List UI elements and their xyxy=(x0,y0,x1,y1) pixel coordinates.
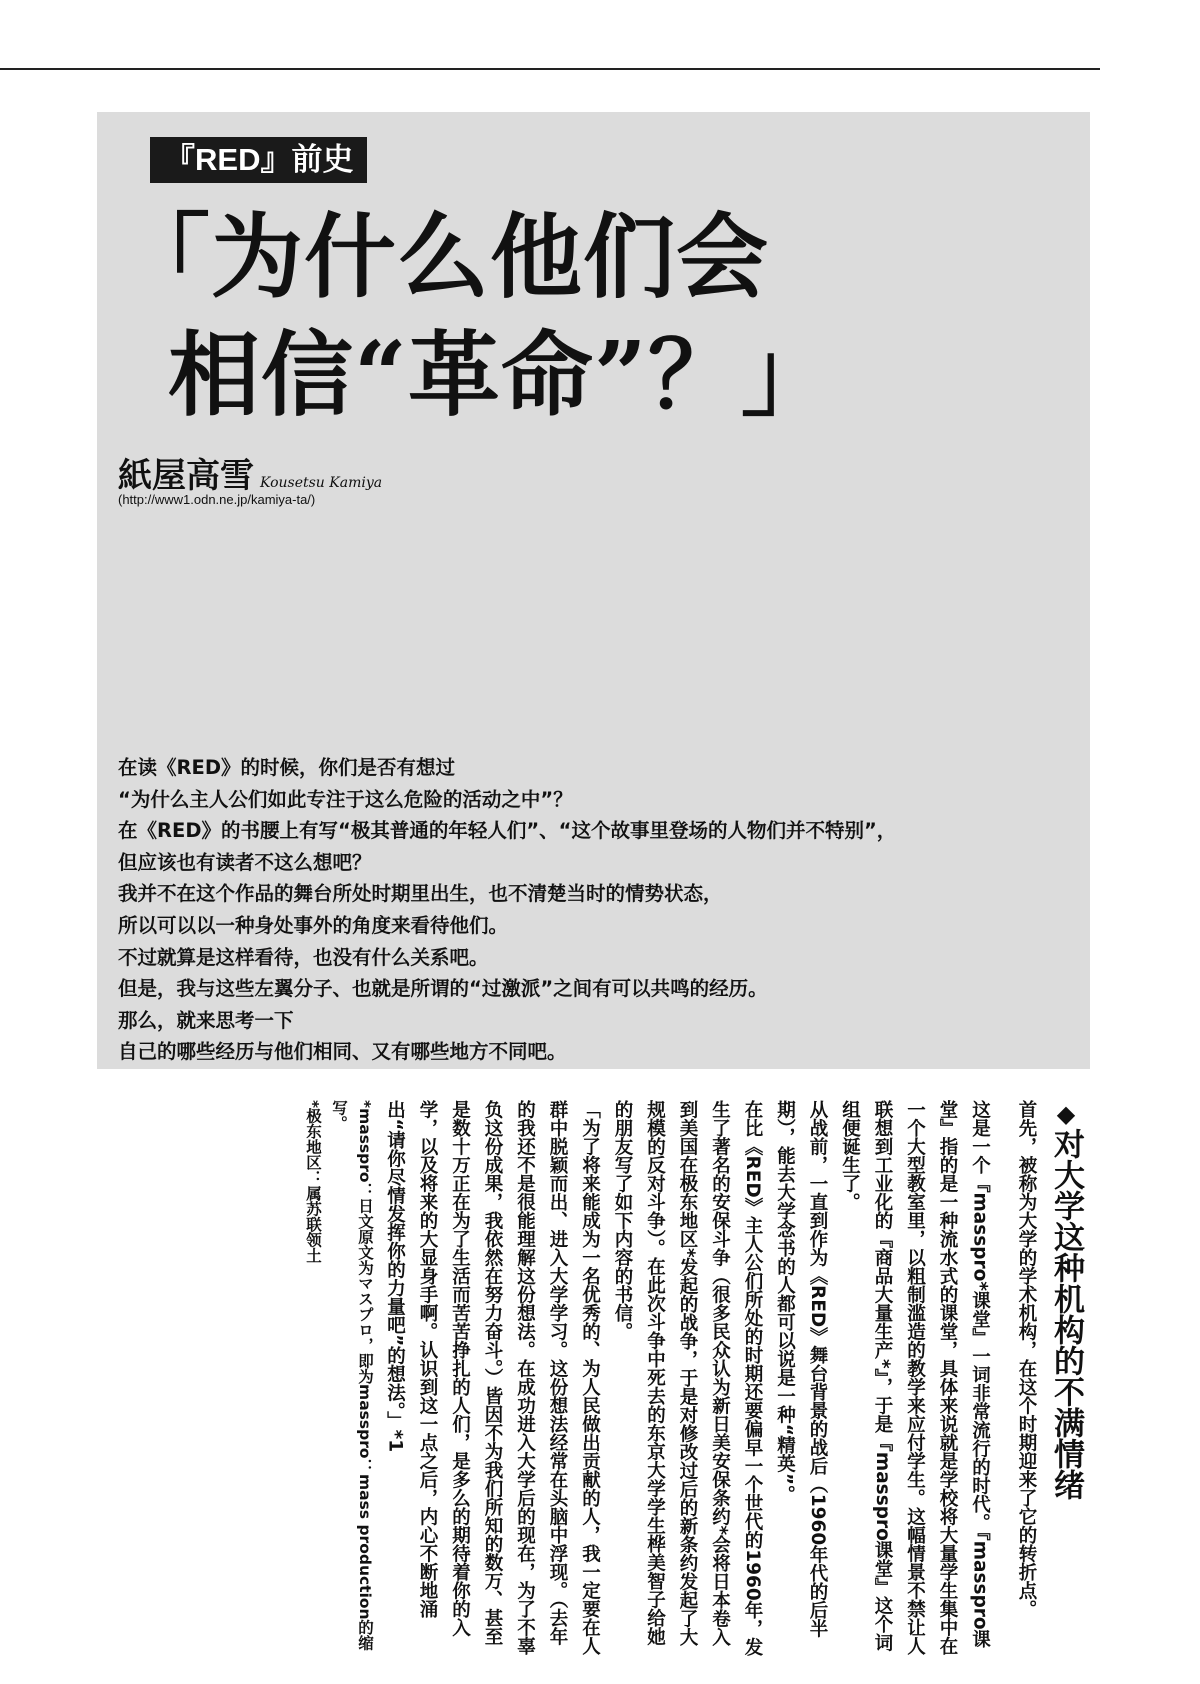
intro-line: 所以可以以一种身处事外的角度来看待他们。 xyxy=(118,913,509,937)
section-heading xyxy=(1042,1100,1090,1660)
top-rule xyxy=(0,68,1100,70)
author-romanized-name: Kousetsu Kamiya xyxy=(260,475,383,491)
title-line-1: 「为什么他们会 xyxy=(118,203,770,311)
intro-line: 自己的哪些经历与他们相同、又有哪些地方不同吧。 xyxy=(118,1040,567,1064)
intro-line: 但是，我与这些左翼分子、也就是所谓的“过激派”之间有可以共鸣的经历。 xyxy=(118,977,768,1001)
series-label: 『RED』前史 xyxy=(150,137,367,183)
author-byline xyxy=(118,448,382,497)
article-body xyxy=(30,1100,1090,1660)
body-paragraph-quote: 「为了将来能成为一名优秀的、为人民做出贡献的人，我一定要在人群中脱颖而出、进入大学学习。这份想法经常在头脑中浮现。（去年的我还不是很能理解这份想法。在成功进入大学后的现在，为了不辜负这份成果，我依然在努力奋斗。）皆因不为我们所知的数万、甚至是数十万正在为了生活而苦苦挣扎的人们，是多么的期待着你的入学，以及将来的大显身手啊。认识到这一点之后，内心不断地涌出“请你尽情发挥你的力量吧”的想法。」*1 xyxy=(384,1100,601,1655)
intro-line: 在读《RED》的时候，你们是否有想过 xyxy=(118,756,456,779)
title-line-2: 相信“革命”？」 xyxy=(168,321,834,429)
diamond-bullet-icon: ◆ xyxy=(1052,1100,1080,1128)
body-paragraph: 这是一个『masspro*课堂』一词非常流行的时代。『masspro课堂』指的是一种流水式的课堂，具体来说就是学校将大量学生集中在一个大型教室里，以粗制滥造的教学来应付学生。这幅情景不禁让人联想到工业化的『商品大量生产*』，于是『masspro课堂』这个词组便诞生了。 xyxy=(839,1100,991,1655)
footnote: *极东地区：属苏联领土 xyxy=(304,1100,322,1264)
author-name: 紙屋高雪 xyxy=(118,456,254,496)
body-paragraph: 首先，被称为大学的学术机构，在这个时期迎来了它的转折点。 xyxy=(1016,1100,1037,1618)
intro-line: “为什么主人公们如此专注于这么危险的活动之中”？ xyxy=(118,787,573,811)
body-paragraph: 从战前，一直到作为《RED》舞台背景的战后（1960年代的后半期），能去大学念书的人都可以说是一种“精英”。 xyxy=(774,1100,828,1638)
intro-line: 不过就算是这样看待，也没有什么关系吧。 xyxy=(118,945,489,969)
body-paragraph: 在比《RED》主人公们所处的时期还要偏早一个世代的1960年，发生了著名的安保斗争（很多民众认为新日美安保条约*会将日本卷入到美国在极东地区*发起的战争，于是对修改过后的新条约发起了大规模的反对斗争）。在此次斗争中死去的东京大学学生桦美智子给她的朋友写了如下内容的书信。 xyxy=(612,1100,763,1657)
intro-line: 但应该也有读者不这么想吧？ xyxy=(118,850,372,874)
page-title xyxy=(118,198,968,434)
author-url: (http://www1.odn.ne.jp/kamiya-ta/) xyxy=(118,492,316,507)
intro-line: 我并不在这个作品的舞台所处时期里出生，也不清楚当时的情势状态， xyxy=(118,882,723,906)
footnote: *masspro：日文原文为マスプロ，即为masspro：mass production的缩写。 xyxy=(330,1100,374,1651)
intro-line: 那么，就来思考一下 xyxy=(118,1008,294,1032)
intro-text xyxy=(118,752,1078,1068)
section-heading-text: 对大学这种机构的不满情绪 xyxy=(1048,1128,1084,1500)
intro-line: 在《RED》的书腰上有写“极其普通的年轻人们”、“这个故事里登场的人物们并不特别”， xyxy=(118,819,897,843)
